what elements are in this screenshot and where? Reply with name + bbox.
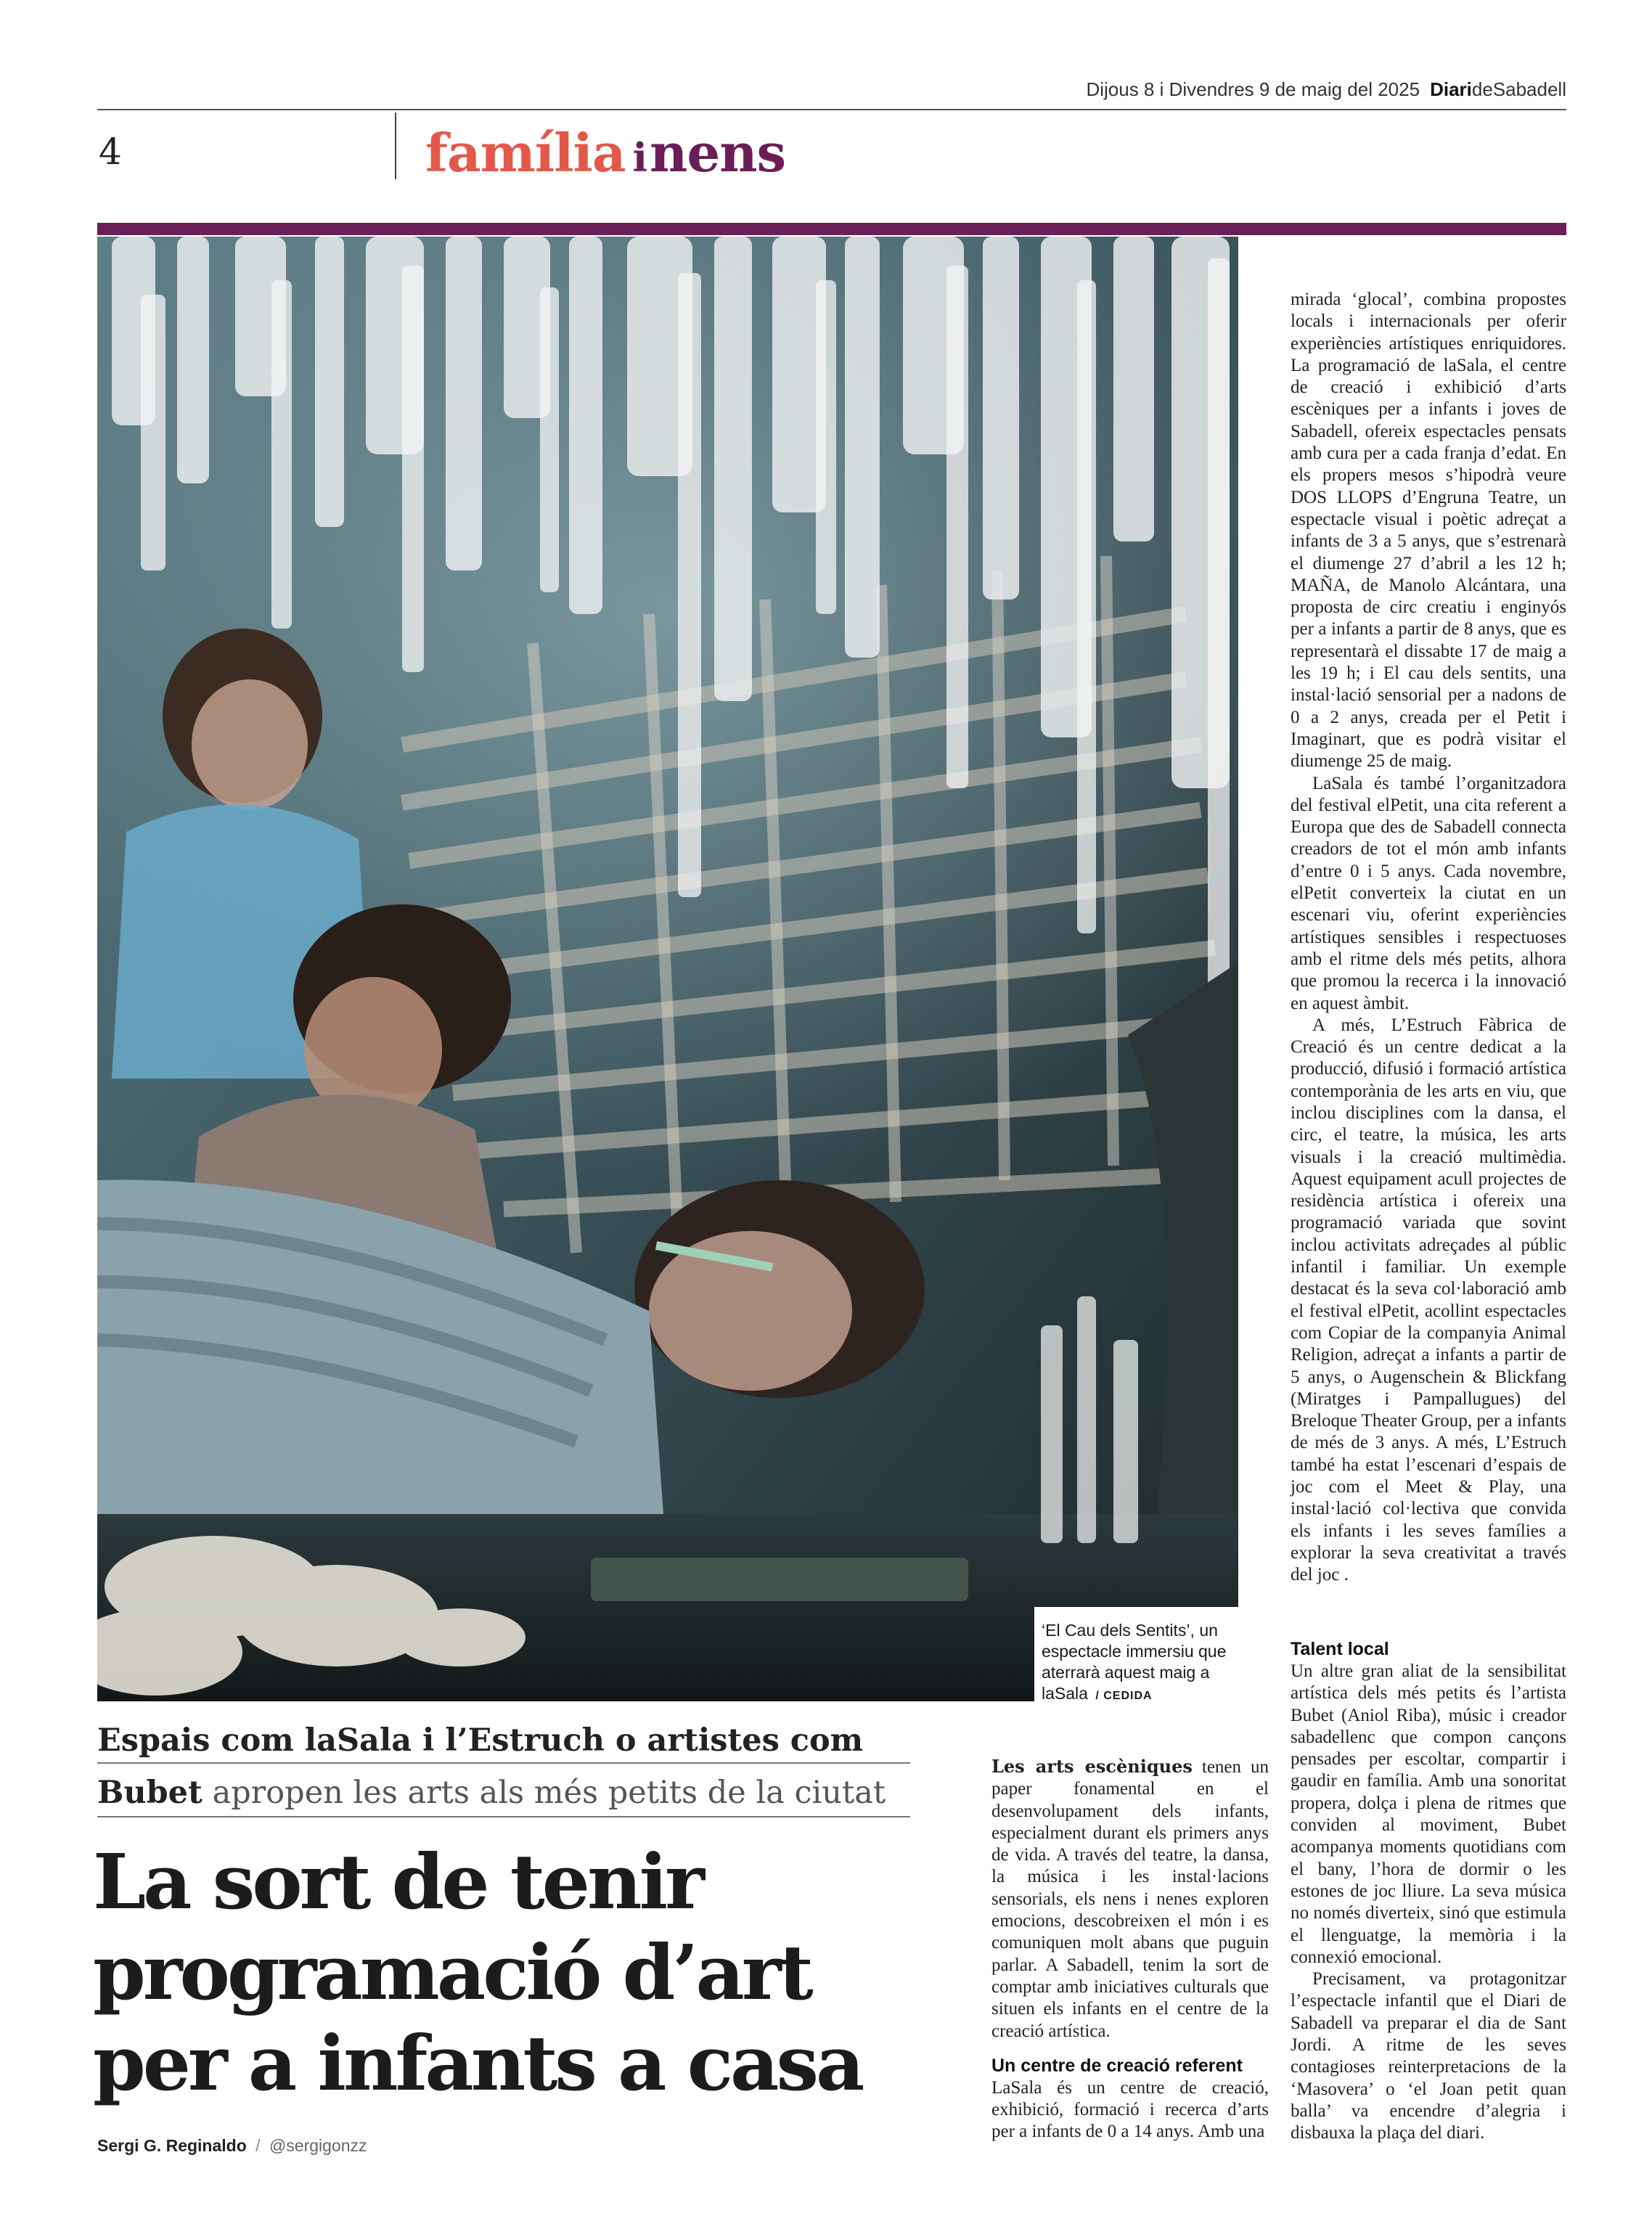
- article-column-right: [1291, 289, 1566, 1587]
- section-title-part1: família: [425, 122, 626, 184]
- lead-text: tenen un paper fonamental en el desenvolupament dels infants, especialment durant els primers anys de vida. A través del teatre, la dansa, la música i les instal·lacions sensorials, els nens i nenes exploren emocions, descobreixen el món i es comuniquen molt abans que puguin parlar. A Sabadell, tenim la sort de comptar amb iniciatives culturals que situen els infants en el centre de la creació artística.: [991, 1757, 1269, 2041]
- body-paragraph: mirada ‘glocal’, combina propostes locals i internacionals per oferir experiències artístiques enriquidores. La programació de laSala, el centre de creació i exhibició d’arts escèniques per a infants i joves de Sabadell, ofereix espectacles pensats amb cura per a cada franja d’edat. En els propers mesos s’hipodrà veure DOS LLOPS d’Engruna Teatre, un espectacle visual i poètic adreçat a infants de 3 a 5 anys, que s’estrenarà el diumenge 27 d’abril a les 12 h; MAÑA, de Manolo Alcántara, una proposta de circ creatiu i enginyós per a infants a partir de 8 anys, que es representarà el dissabte 17 de maig a les 19 h; i El cau dels sentits, una instal·lació sensorial per a nadons de 0 a 2 anys, creada per el Petit i Imaginart, que es podrà visitar el diumenge 25 de maig.: [1291, 290, 1566, 772]
- kicker: [97, 1714, 925, 1819]
- subhead: Un centre de creació referent: [991, 2055, 1243, 2076]
- photo-caption: [1042, 1620, 1232, 1706]
- section-title-part2: i: [632, 134, 647, 181]
- kicker-light: apropen les arts als més petits de la ciutat: [212, 1775, 886, 1811]
- author-handle[interactable]: @sergigonzz: [269, 2136, 367, 2155]
- body-paragraph: Precisament, va protagonitzar l’espectacle infantil que el Diari de Sabadell va preparar el dia de Sant Jordi. A ritme de les seves contagioses reinterpretacions de la ‘Masovera’ o ‘el Joan petit quan balla’ va encendre d’alegria i disbauxa la plaça del diari.: [1291, 1969, 1566, 2143]
- kicker-bold-artist: Bubet: [97, 1775, 203, 1811]
- headline-line: programació d’art: [93, 1928, 811, 2017]
- article-photo: [97, 237, 1238, 1701]
- kicker-bold: Espais com laSala i l’Estruch o artistes com: [97, 1722, 864, 1759]
- page-number: 4: [99, 131, 122, 173]
- byline-separator: /: [255, 2136, 261, 2155]
- photo-caption-text: ‘El Cau dels Sentits’, un espectacle immersiu que aterrarà aquest maig a laSala: [1042, 1621, 1227, 1703]
- header-divider: [395, 113, 396, 179]
- photo-illustration: [97, 237, 1238, 1701]
- section-title: [425, 122, 785, 184]
- newspaper-name-rest: deSabadell: [1471, 78, 1566, 100]
- dateline: [1086, 78, 1566, 101]
- body-paragraph: Un altre gran aliat de la sensibilitat artística dels més petits és l’artista Bubet (Aniol Riba), músic i creador sabadellenc que compon cançons pensades per escoltar, compartir i gaudir en família. Amb una sonoritat propera, dolça i plena de ritmes que conviden al moviment, Bubet acompanya moments quotidians com el bany, l’hora de dormir o les estones de joc lliure. La seva música no només diverteix, sinó que estimula el llenguatge, la memòria i la connexió emocional.: [1291, 1661, 1566, 1967]
- section-color-bar: [97, 223, 1566, 235]
- subhead: Talent local: [1291, 1639, 1389, 1659]
- body-paragraph: A més, L’Estruch Fàbrica de Creació és un centre dedicat a la producció, difusió i formació artística contemporània de les arts en viu, que inclou disciplines com la dansa, el circ, el teatre, la música, les arts visuals i la creació multimèdia. Aquest equipament acull projectes de residència artística i ofereix una programació variada que sovint inclou activitats adreçades al públic infantil i familiar. Un exemple destacat és la seva col·laboració amb el festival elPetit, acollint espectacles com Copiar de la companyia Animal Religion, adreçat a infants a partir de 5 anys, o Augenschein & Blickfang (Miratges i Pampallugues) del Breloque Theater Group, per a infants de més de 3 anys. A més, L’Estruch també ha estat l’escenari d’espais de joc com el Meet & Play, una instal·lació col·lectiva que convida els infants i les seves famílies a explorar la seva creativitat a través del joc .: [1291, 1015, 1566, 1585]
- headline-line: La sort de tenir: [93, 1837, 702, 1926]
- photo-credit: / CEDIDA: [1095, 1690, 1153, 1702]
- article-column-middle: [991, 1756, 1269, 2143]
- article-column-right-bottom: [1291, 1639, 1566, 2145]
- body-paragraph: LaSala és també l’organitzadora del festival elPetit, una cita referent a Europa que des de Sabadell connecta creadors de tot el món amb infants d’entre 0 i 5 anys. Cada novembre, elPetit converteix la ciutat en un escenari viu, oferint experiències artístiques sensibles i respectuoses amb el ritme dels més petits, alhora que promou la recerca i la innovació en aquest àmbit.: [1291, 773, 1566, 1013]
- section-title-part3: nens: [650, 122, 786, 184]
- byline: [97, 2136, 367, 2156]
- body-paragraph: LaSala és un centre de creació, exhibició, formació i recerca d’arts per a infants de 0 a 14 anys. Amb una: [991, 2077, 1269, 2142]
- lead-paragraph: [991, 1756, 1269, 2042]
- headline-line: per a infants a casa: [93, 2019, 862, 2108]
- author-name: Sergi G. Reginaldo: [97, 2136, 247, 2155]
- newspaper-name-bold: Diari: [1430, 78, 1472, 100]
- top-rule: [97, 109, 1566, 110]
- issue-date: Dijous 8 i Divendres 9 de maig del 2025: [1086, 78, 1420, 100]
- headline: [93, 1836, 935, 2109]
- lead-bold: Les arts escèniques: [991, 1756, 1193, 1777]
